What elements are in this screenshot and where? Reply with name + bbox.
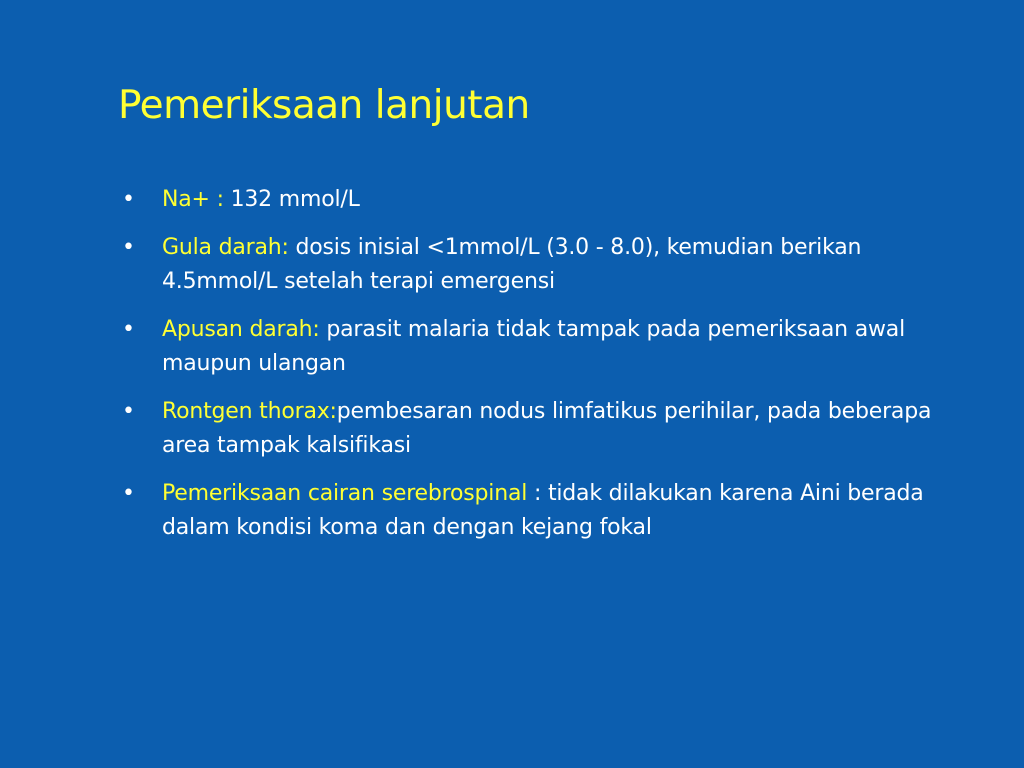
bullet-label: Rontgen thorax: xyxy=(162,399,337,424)
bullet-label: Pemeriksaan cairan serebrospinal xyxy=(162,481,528,506)
bullet-label: Gula darah: xyxy=(162,235,296,260)
slide-title: Pemeriksaan lanjutan xyxy=(118,83,530,128)
bullet-item-blood-smear xyxy=(120,313,970,381)
bullet-item-blood-glucose xyxy=(120,231,970,299)
bullet-text: 132 mmol/L xyxy=(230,187,360,212)
bullet-marker: • xyxy=(122,187,135,212)
bullet-list xyxy=(120,183,970,559)
bullet-marker: • xyxy=(122,235,135,260)
bullet-item-sodium xyxy=(120,183,970,217)
bullet-text: parasit malaria tidak tampak pada pemeriksaan awal maupun ulangan xyxy=(162,317,912,376)
bullet-text: dosis inisial <1mmol/L (3.0 - 8.0), kemudian berikan 4.5mmol/L setelah terapi emergensi xyxy=(162,235,869,294)
bullet-text: pembesaran nodus limfatikus perihilar, pada beberapa area tampak kalsifikasi xyxy=(162,399,939,458)
bullet-label: Apusan darah: xyxy=(162,317,327,342)
bullet-marker: • xyxy=(122,317,135,342)
bullet-text: : tidak dilakukan karena Aini berada dalam kondisi koma dan dengan kejang fokal xyxy=(162,481,931,540)
bullet-marker: • xyxy=(122,399,135,424)
bullet-item-chest-xray xyxy=(120,395,970,463)
bullet-marker: • xyxy=(122,481,135,506)
bullet-label: Na+ : xyxy=(162,187,231,212)
bullet-item-csf-examination xyxy=(120,477,970,545)
